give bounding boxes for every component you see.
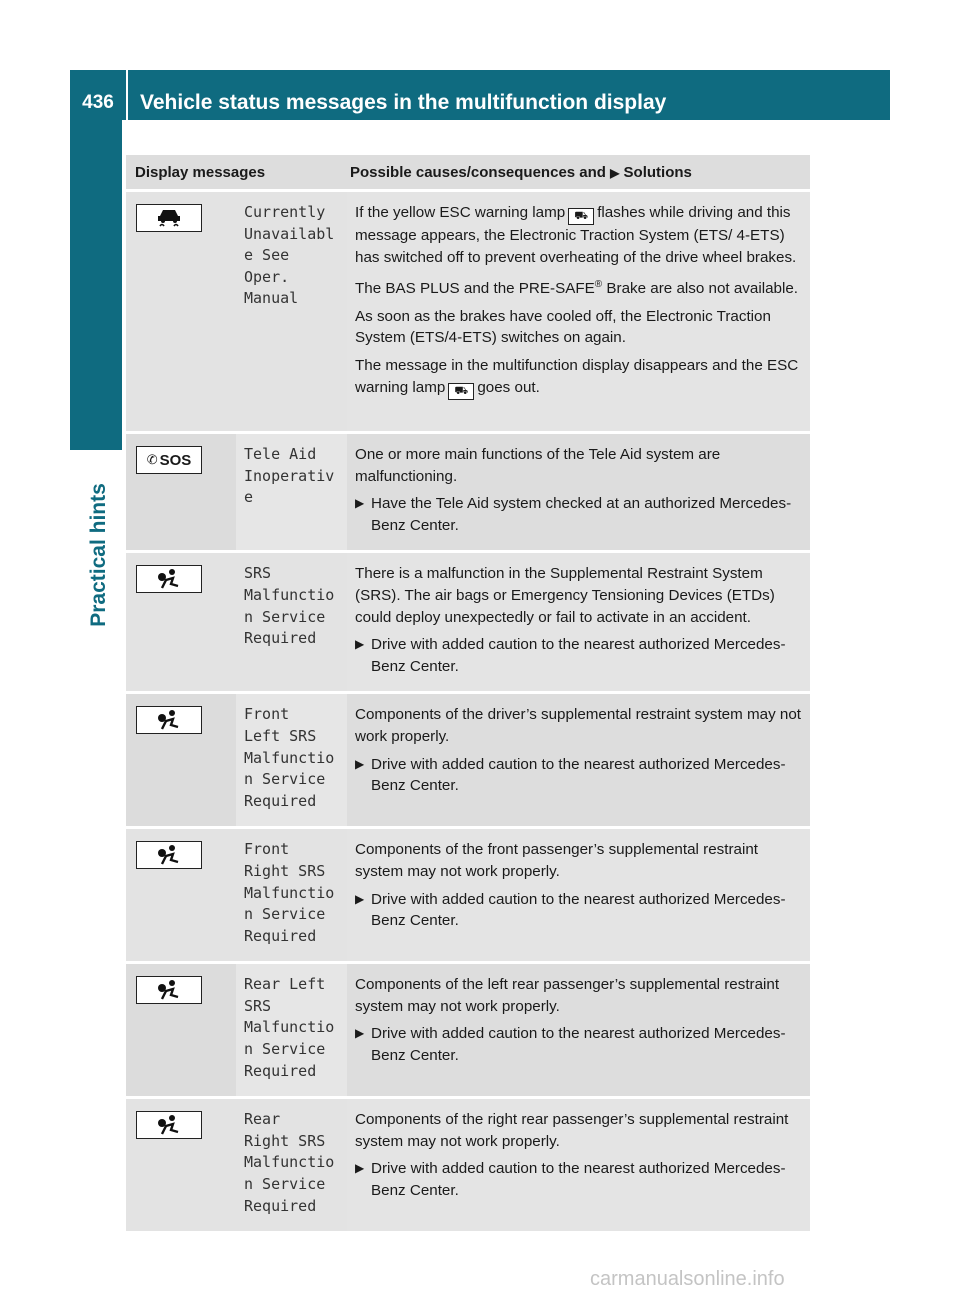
- icon-cell: [126, 963, 236, 1098]
- table-row: [126, 828, 810, 963]
- status-message-table: [126, 155, 810, 1231]
- esc-lamp-icon: ⛟: [568, 208, 594, 225]
- message-description: Components of the right rear passenger’s supplemental restraint system may not work properly. ▶ Drive with added caution to the nearest authorized Mercedes-Benz Center.: [347, 1098, 810, 1231]
- sos-icon: ✆ SOS: [136, 446, 202, 474]
- display-message: Tele Aid Inoperativ e: [236, 433, 347, 552]
- table-row: [126, 433, 810, 552]
- display-message: SRS Malfunctio n Service Required: [236, 552, 347, 693]
- step-arrow-icon: ▶: [355, 891, 365, 906]
- message-description: Components of the front passenger’s supplemental restraint system may not work properly. ▶ Drive with added caution to the nearest authorized Mercedes-Benz Center.: [347, 828, 810, 963]
- page-header: [70, 70, 890, 120]
- step-arrow-icon: ▶: [355, 637, 365, 652]
- section-tab: [70, 120, 122, 450]
- table-header-row: [126, 155, 810, 191]
- message-description: One or more main functions of the Tele Aid system are malfunctioning. ▶ Have the Tele Aid system checked at an authorized Mercedes-Benz Center.: [347, 433, 810, 552]
- solution-arrow-icon: ▶: [610, 165, 620, 180]
- watermark: carmanualsonline.info: [590, 1268, 785, 1290]
- header-divider: [126, 70, 128, 120]
- page-title: Vehicle status messages in the multifunction display: [140, 91, 667, 114]
- icon-cell: [126, 693, 236, 828]
- table-row: [126, 963, 810, 1098]
- icon-cell: [126, 552, 236, 693]
- solution-step: ▶ Have the Tele Aid system checked at an authorized Mercedes-Benz Center.: [355, 493, 802, 536]
- icon-cell: [126, 433, 236, 552]
- message-description: Components of the driver’s supplemental restraint system may not work properly. ▶ Drive with added caution to the nearest authorized Mercedes-Benz Center.: [347, 693, 810, 828]
- airbag-icon: [136, 1111, 202, 1139]
- esc-warning-icon: [136, 204, 202, 232]
- solution-step: ▶ Drive with added caution to the nearest authorized Mercedes-Benz Center.: [355, 1023, 802, 1066]
- table-row: [126, 1098, 810, 1231]
- col-header-causes: Possible causes/consequences and ▶ Solutions: [347, 155, 810, 191]
- solution-step: ▶ Drive with added caution to the nearest authorized Mercedes-Benz Center.: [355, 889, 802, 932]
- solution-step: ▶ Drive with added caution to the nearest authorized Mercedes-Benz Center.: [355, 754, 802, 797]
- display-message: Front Right SRS Malfunctio n Service Required: [236, 828, 347, 963]
- step-arrow-icon: ▶: [355, 1026, 365, 1041]
- solution-step: ▶ Drive with added caution to the nearest authorized Mercedes-Benz Center.: [355, 634, 802, 677]
- icon-cell: [126, 828, 236, 963]
- display-message: Rear Left SRS Malfunctio n Service Required: [236, 963, 347, 1098]
- airbag-icon: [136, 976, 202, 1004]
- table-row: [126, 552, 810, 693]
- message-description: There is a malfunction in the Supplemental Restraint System (SRS). The air bags or Emergency Tensioning Devices (ETDs) could deploy unexpectedly or fail to activate in an accident. ▶ Drive with added caution to the nearest authorized Mercedes-Benz Center.: [347, 552, 810, 693]
- display-message: Rear Right SRS Malfunctio n Service Required: [236, 1098, 347, 1231]
- page-number: 436: [82, 92, 114, 113]
- icon-cell: [126, 191, 236, 433]
- step-arrow-icon: ▶: [355, 496, 365, 511]
- step-arrow-icon: ▶: [355, 756, 365, 771]
- airbag-icon: [136, 706, 202, 734]
- table-row: [126, 191, 810, 433]
- esc-lamp-icon: ⛟: [448, 383, 474, 400]
- airbag-icon: [136, 841, 202, 869]
- icon-cell: [126, 1098, 236, 1231]
- section-label: Practical hints: [87, 483, 110, 627]
- message-description: Components of the left rear passenger’s supplemental restraint system may not work properly. ▶ Drive with added caution to the nearest authorized Mercedes-Benz Center.: [347, 963, 810, 1098]
- display-message: Currently Unavailabl e See Oper. Manual: [236, 191, 347, 433]
- step-arrow-icon: ▶: [355, 1161, 365, 1176]
- col-header-display: Display messages: [126, 155, 347, 191]
- solution-step: ▶ Drive with added caution to the nearest authorized Mercedes-Benz Center.: [355, 1158, 802, 1201]
- display-message: Front Left SRS Malfunctio n Service Required: [236, 693, 347, 828]
- message-description: If the yellow ESC warning lamp ⛟ flashes while driving and this message appears, the Electronic Traction System (ETS/ 4-ETS) has switched off to prevent overheating of the drive wheel brakes. The BAS PLUS and the PRE-SAFE® Brake are also not available. As soon as the brakes have cooled off, the Electronic Traction System (ETS/4-ETS) switches on again. The message in the multifunction display disappears and the ESC warning lamp ⛟ goes out.: [347, 191, 810, 433]
- airbag-icon: [136, 565, 202, 593]
- table-row: [126, 693, 810, 828]
